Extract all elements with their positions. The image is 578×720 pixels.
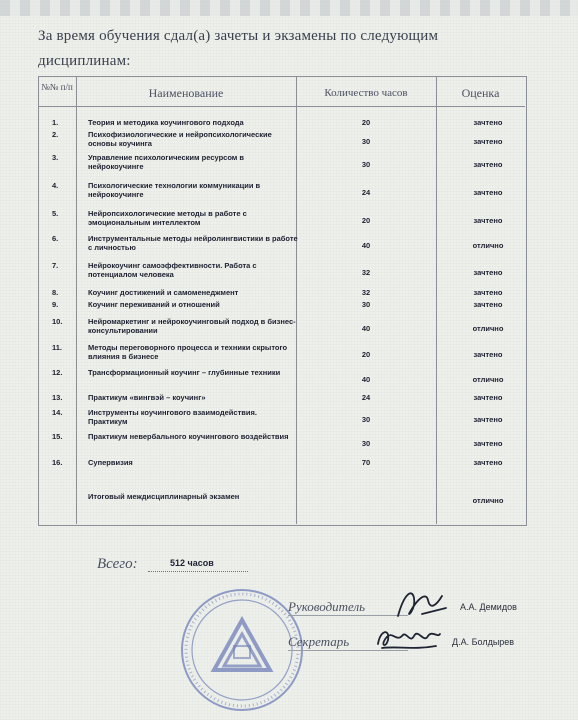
row-hours: 20 [361, 216, 371, 225]
row-grade: зачтено [473, 118, 503, 127]
row-number: 8. [52, 288, 59, 297]
row-grade: зачтено [473, 415, 503, 424]
row-discipline-name: Психофизиологические и нейропсихологические основы коучинга [88, 130, 272, 148]
row-number: 9. [52, 300, 59, 309]
row-discipline-name: Психологические технологии коммуникации в нейрокоучинге [88, 181, 261, 199]
row-hours: 70 [361, 458, 371, 467]
row-number: 7. [52, 261, 59, 270]
header-hours: Количество часов [324, 87, 408, 99]
secretary-signature [374, 622, 444, 656]
row-grade: отлично [472, 375, 504, 384]
row-hours: 24 [361, 188, 371, 197]
row-discipline-name: Теория и методика коучингового подхода [88, 118, 244, 127]
row-discipline-name: Управление психологическим ресурсом в нейрокоучинге [88, 153, 245, 171]
row-discipline-name: Инструменты коучингового взаимодействия. Практикум [88, 408, 257, 426]
row-number: 12. [52, 368, 63, 377]
row-discipline-name: Нейропсихологические методы в работе с эмоциональным интеллектом [88, 209, 247, 227]
row-grade: зачтено [473, 160, 503, 169]
row-number: 1. [52, 118, 59, 127]
page-heading [38, 24, 548, 74]
row-hours: 30 [361, 137, 371, 146]
director-signature-line [288, 615, 408, 616]
total-label: Всего: [97, 556, 138, 572]
row-number: 4. [52, 181, 59, 190]
row-grade: зачтено [473, 268, 503, 277]
row-hours: 40 [361, 324, 371, 333]
row-grade: зачтено [473, 393, 503, 402]
row-number: 15. [52, 432, 63, 441]
secretary-name: Д.А. Болдырев [452, 637, 515, 647]
row-hours: 40 [361, 241, 371, 250]
row-number: 5. [52, 209, 59, 218]
header-num: №№ п/п [41, 82, 73, 92]
row-discipline-name: Нейромаркетинг и нейрокоучинговый подход в бизнес-консультировании [88, 317, 296, 335]
row-number: 6. [52, 234, 59, 243]
row-grade: зачтено [473, 458, 503, 467]
row-grade: зачтено [473, 188, 503, 197]
row-discipline-name: Нейрокоучинг самоэффективности. Работа с потенциалом человека [88, 261, 257, 279]
top-ornament [0, 0, 578, 16]
row-hours: 30 [361, 415, 371, 424]
row-hours: 40 [361, 375, 371, 384]
total-value: 512 часов [170, 558, 214, 568]
row-hours: 20 [361, 350, 371, 359]
row-grade: зачтено [473, 288, 503, 297]
row-discipline-name: Методы переговорного процесса и техники скрытого влияния в бизнесе [88, 343, 288, 361]
director-role: Руководитель [288, 599, 366, 614]
row-hours: 30 [361, 439, 371, 448]
table-header-divider [38, 106, 525, 107]
table-column-divider [436, 76, 437, 524]
row-grade: отлично [472, 324, 504, 333]
header-name: Наименование [148, 86, 224, 100]
stamp-seal [178, 586, 306, 714]
row-discipline-name: Практикум «вингвэй – коучинг» [88, 393, 206, 402]
row-hours: 24 [361, 393, 371, 402]
secretary-role: Секретарь [288, 634, 350, 649]
row-grade: отлично [472, 241, 504, 250]
row-hours: 30 [361, 160, 371, 169]
director-name: А.А. Демидов [460, 602, 517, 612]
total-underline [148, 571, 248, 572]
row-number: 11. [52, 343, 63, 352]
row-number: 16. [52, 458, 63, 467]
row-grade: зачтено [473, 137, 503, 146]
row-number: 3. [52, 153, 59, 162]
row-discipline-name: Инструментальные методы нейролингвистики в работе с личностью [88, 234, 298, 252]
row-discipline-name: Коучинг переживаний и отношений [88, 300, 220, 309]
row-number: 14. [52, 408, 63, 417]
row-hours: 20 [361, 118, 371, 127]
heading-line-2: дисциплинам: [38, 53, 131, 69]
row-hours: 30 [361, 300, 371, 309]
row-discipline-name: Коучинг достижений и самоменеджмент [88, 288, 239, 297]
row-hours: 32 [361, 288, 371, 297]
row-hours: 32 [361, 268, 371, 277]
row-grade: зачтено [473, 439, 503, 448]
final-exam-grade: отлично [472, 496, 504, 505]
row-number: 13. [52, 393, 63, 402]
final-exam-name: Итоговый междисциплинарный экзамен [88, 492, 240, 501]
director-signature [392, 584, 452, 624]
heading-line-1: За время обучения сдал(а) зачеты и экзамены по следующим [38, 28, 439, 44]
row-grade: зачтено [473, 300, 503, 309]
row-number: 10. [52, 317, 63, 326]
row-grade: зачтено [473, 216, 503, 225]
row-discipline-name: Практикум невербального коучингового воздействия [88, 432, 289, 441]
row-number: 2. [52, 130, 59, 139]
table-column-divider [76, 76, 77, 524]
row-discipline-name: Супервизия [88, 458, 133, 467]
row-grade: зачтено [473, 350, 503, 359]
header-grade: Оценка [461, 86, 500, 100]
row-discipline-name: Трансформационный коучинг – глубинные техники [88, 368, 281, 377]
